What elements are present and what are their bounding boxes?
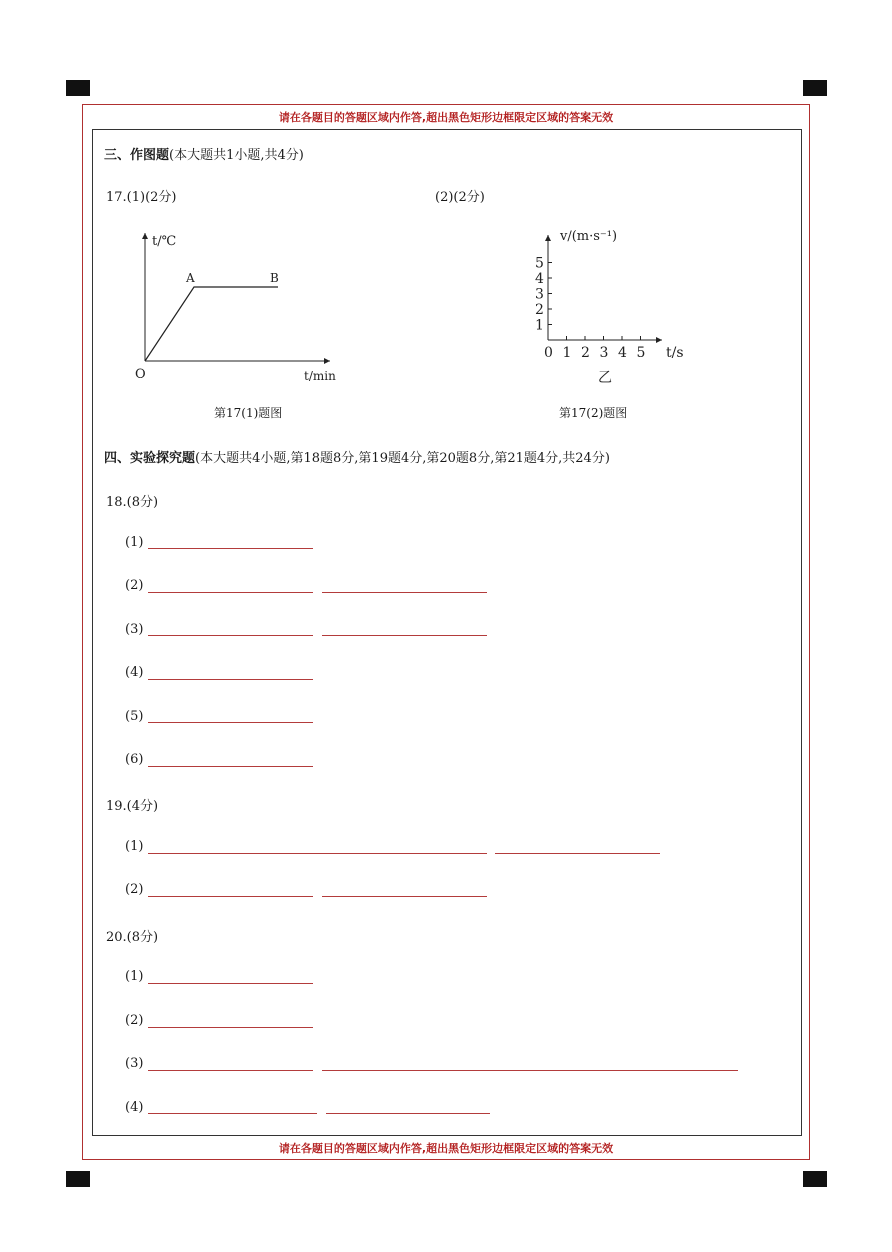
section3-title: 三、作图题 <box>104 148 170 163</box>
q20-1-answer-blank[interactable] <box>148 983 313 984</box>
fig2-y-tick-label-3: 3 <box>535 286 544 303</box>
q19-label: 19.(4分) <box>106 799 159 814</box>
q19-item-1-label: (1) <box>125 839 144 854</box>
q18-2-answer-blank-a[interactable] <box>148 592 313 593</box>
q19-2-answer-blank-a[interactable] <box>148 896 313 897</box>
fig2-caption: 第17(2)题图 <box>559 406 628 420</box>
top-banner: 请在各题目的答题区域内作答,超出黑色矩形边框限定区域的答案无效 <box>278 111 614 124</box>
fig1-curve <box>145 287 278 361</box>
q20-item-2-label: (2) <box>125 1013 144 1028</box>
fig2-x-tick-label-5: 5 <box>636 345 646 361</box>
fig1-xlabel: t/min <box>304 369 336 383</box>
q18-item-5-label: (5) <box>125 709 144 724</box>
corner-mark-top-right <box>803 80 827 96</box>
fig2-ylabel: v/(m·s⁻¹) <box>560 229 618 244</box>
q19-1-answer-blank-a[interactable] <box>148 853 487 854</box>
corner-mark-bottom-left <box>66 1171 90 1187</box>
q18-2-answer-blank-b[interactable] <box>322 592 487 593</box>
q18-5-answer-blank[interactable] <box>148 722 313 723</box>
q18-item-4-label: (4) <box>125 665 144 680</box>
fig2-x-tick-label-4: 4 <box>618 345 627 361</box>
corner-mark-bottom-right <box>803 1171 827 1187</box>
fig1-ylabel: t/℃ <box>152 234 177 249</box>
q20-label: 20.(8分) <box>106 930 159 945</box>
fig2-origin: 0 <box>544 345 553 361</box>
q20-item-1-label: (1) <box>125 969 144 984</box>
fig2-y-tick-label-5: 5 <box>535 255 544 272</box>
bottom-banner: 请在各题目的答题区域内作答,超出黑色矩形边框限定区域的答案无效 <box>278 1142 614 1155</box>
corner-mark-top-left <box>66 80 90 96</box>
fig2-x-tick-label-3: 3 <box>599 345 609 361</box>
q20-item-4-label: (4) <box>125 1100 144 1115</box>
q18-item-6-label: (6) <box>125 752 144 767</box>
q17-part2-label: (2)(2分) <box>435 190 485 205</box>
fig2-xlabel: t/s <box>666 345 684 361</box>
q19-item-2-label: (2) <box>125 882 144 897</box>
fig1-caption: 第17(1)题图 <box>214 406 283 420</box>
fig1-temperature-graph[interactable] <box>120 225 360 395</box>
q18-3-answer-blank-b[interactable] <box>322 635 487 636</box>
fig2-y-tick-label-2: 2 <box>535 302 544 318</box>
section4-note: (本大题共4小题,第18题8分,第19题4分,第20题8分,第21题4分,共24分) <box>195 451 610 466</box>
q18-item-3-label: (3) <box>125 622 144 637</box>
section4-heading <box>104 447 610 466</box>
fig1-origin: O <box>135 367 146 382</box>
q20-4-answer-blank-b[interactable] <box>326 1113 490 1114</box>
q19-2-answer-blank-b[interactable] <box>322 896 487 897</box>
section3-heading <box>104 144 304 163</box>
q18-label: 18.(8分) <box>106 495 159 510</box>
fig1-point-b: B <box>270 271 279 285</box>
section3-note: (本大题共1小题,共4分) <box>169 148 304 163</box>
q17-part1-label: 17.(1)(2分) <box>106 190 177 205</box>
q20-2-answer-blank[interactable] <box>148 1027 313 1028</box>
q18-item-1-label: (1) <box>125 535 144 550</box>
q18-item-2-label: (2) <box>125 578 144 593</box>
fig2-x-tick-label-1: 1 <box>562 345 572 361</box>
fig2-sub-label: 乙 <box>598 370 612 386</box>
fig2-y-tick-label-1: 1 <box>535 317 544 334</box>
q18-1-answer-blank[interactable] <box>148 548 313 549</box>
section4-title: 四、实验探究题 <box>104 451 196 466</box>
q19-1-answer-blank-b[interactable] <box>495 853 660 854</box>
q20-3-answer-blank-b[interactable] <box>322 1070 738 1071</box>
q20-item-3-label: (3) <box>125 1056 144 1071</box>
fig2-x-tick-label-2: 2 <box>581 345 590 361</box>
q20-3-answer-blank-a[interactable] <box>148 1070 313 1071</box>
q18-4-answer-blank[interactable] <box>148 679 313 680</box>
fig2-velocity-graph[interactable] <box>530 225 720 390</box>
fig2-y-tick-label-4: 4 <box>535 271 544 287</box>
fig1-point-a: A <box>186 271 195 285</box>
q20-4-answer-blank-a[interactable] <box>148 1113 317 1114</box>
q18-6-answer-blank[interactable] <box>148 766 313 767</box>
q18-3-answer-blank-a[interactable] <box>148 635 313 636</box>
